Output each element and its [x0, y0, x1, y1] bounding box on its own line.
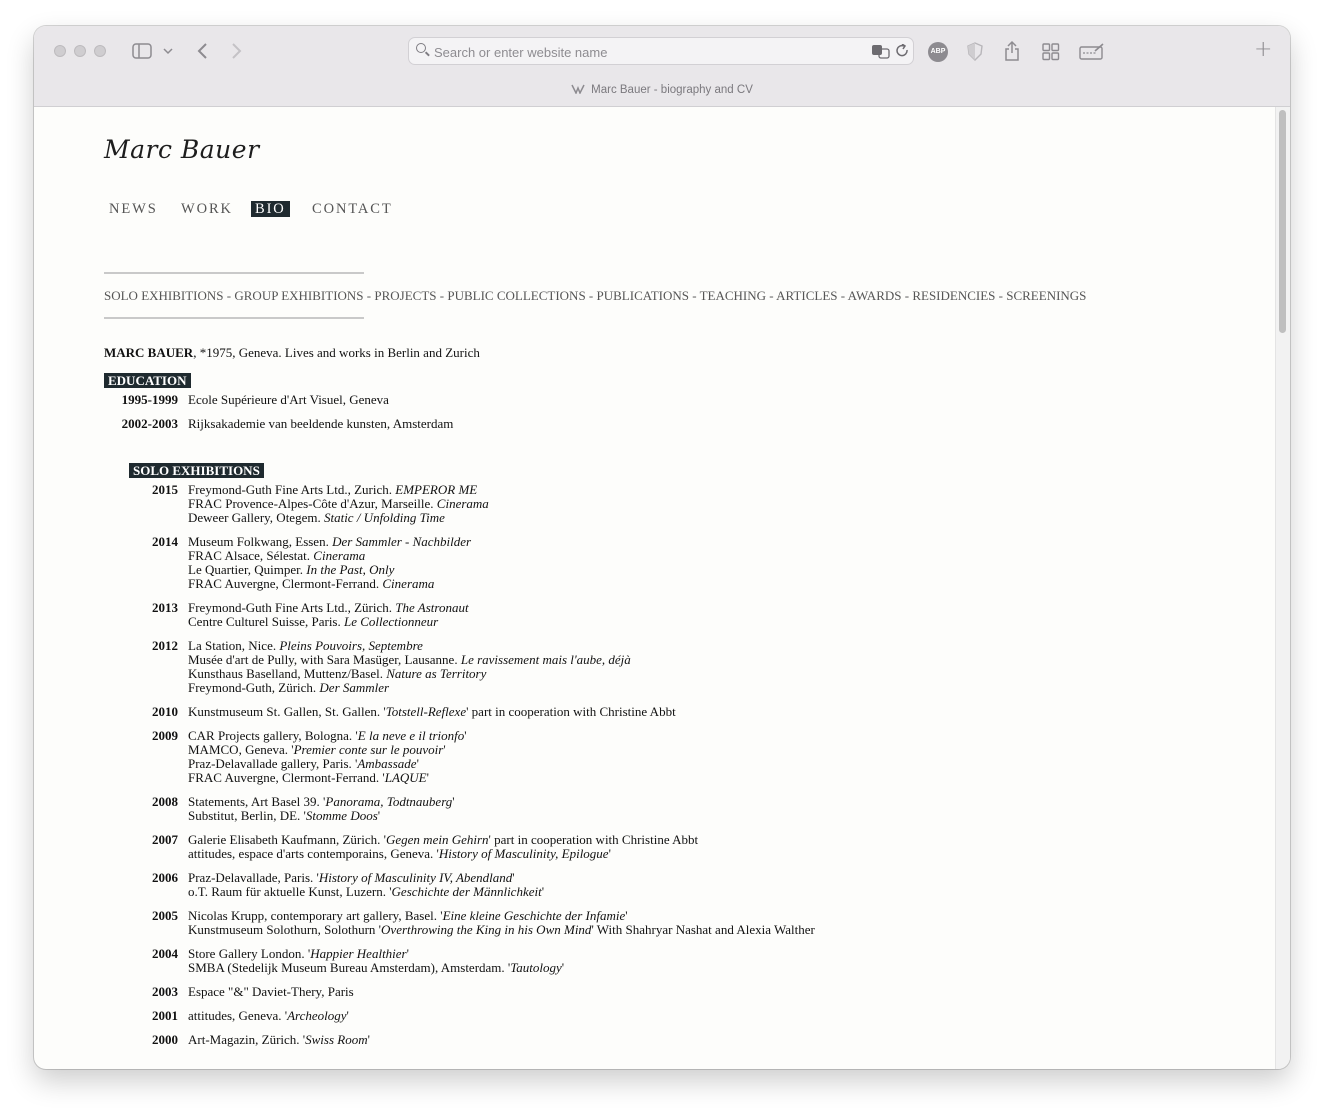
new-tab-icon[interactable]: + — [1254, 37, 1273, 62]
exhibition-title: Cinerama — [382, 576, 435, 591]
zoom-window-icon[interactable] — [94, 45, 106, 57]
exhibition-entry — [188, 885, 544, 899]
translate-icon[interactable] — [871, 43, 891, 59]
favicon-icon — [571, 84, 585, 94]
anchor-solo-exhibitions[interactable]: SOLO EXHIBITIONS — [104, 288, 224, 303]
exhibition-entry — [188, 705, 676, 719]
exhibition-entry — [188, 871, 515, 885]
chevron-down-icon[interactable] — [163, 47, 173, 55]
exhibition-title: Archeology — [287, 1008, 347, 1023]
exhibition-title: Eine kleine Geschichte der Infamie — [442, 908, 626, 923]
exhibition-title: Overthrowing the King in his Own Mind — [381, 922, 592, 937]
exhibition-venue: CAR Projects gallery, Bologna. ' — [188, 728, 358, 743]
anchor-screenings[interactable]: SCREENINGS — [1006, 288, 1087, 303]
exhibition-note: ' — [426, 770, 429, 785]
exhibition-entry — [188, 923, 815, 937]
exhibition-venue: Statements, Art Basel 39. ' — [188, 794, 326, 809]
anchor-separator: - — [688, 288, 700, 303]
anchor-separator: - — [585, 288, 597, 303]
exhibition-year: 2001 — [152, 1008, 178, 1023]
exhibition-note: ' — [443, 742, 446, 757]
exhibition-title: Ambassade — [357, 756, 417, 771]
exhibition-entry — [188, 1009, 349, 1023]
adblock-icon[interactable]: ABP — [928, 42, 948, 62]
exhibition-year: 2000 — [152, 1032, 178, 1047]
tab-title-text: Marc Bauer - biography and CV — [591, 84, 753, 96]
exhibition-venue: Freymond-Guth, Zürich. — [188, 680, 320, 695]
exhibition-year: 2005 — [152, 908, 178, 923]
exhibition-year: 2003 — [152, 984, 178, 999]
exhibition-entry — [188, 757, 419, 771]
exhibition-entry — [188, 615, 438, 629]
nav-bio[interactable]: BIO — [251, 201, 290, 217]
anchor-projects[interactable]: PROJECTS — [374, 288, 437, 303]
exhibition-venue: Museum Folkwang, Essen. — [188, 534, 333, 549]
artist-details: , *1975, Geneva. Lives and works in Berlin and Zurich — [193, 345, 480, 360]
exhibition-note: ' — [625, 908, 628, 923]
exhibition-venue: attitudes, espace d'arts contemporains, Geneva. ' — [188, 846, 439, 861]
exhibition-entry — [188, 961, 564, 975]
exhibition-year: 2013 — [152, 600, 178, 615]
forward-arrow-icon[interactable] — [231, 42, 243, 60]
scrollbar-thumb[interactable] — [1279, 110, 1286, 333]
nav-contact[interactable]: CONTACT — [312, 201, 393, 217]
exhibition-entry — [188, 535, 471, 549]
browser-toolbar — [34, 26, 1290, 107]
exhibition-note: ' part in cooperation with Christine Abbt — [488, 832, 699, 847]
exhibition-title: Static / Unfolding Time — [323, 510, 445, 525]
exhibition-entry — [188, 563, 394, 577]
vertical-scrollbar[interactable] — [1275, 107, 1290, 1069]
exhibition-venue: FRAC Alsace, Sélestat. — [188, 548, 314, 563]
exhibition-title: Happier Healthier — [310, 946, 407, 961]
share-icon[interactable] — [1004, 40, 1020, 62]
exhibition-entry — [188, 729, 467, 743]
exhibition-entry — [188, 653, 631, 667]
exhibition-venue: Kunstmuseum St. Gallen, St. Gallen. ' — [188, 704, 386, 719]
exhibition-entry — [188, 601, 469, 615]
exhibition-title: In the Past, Only — [306, 562, 395, 577]
exhibition-entry — [188, 743, 446, 757]
exhibition-year: 2015 — [152, 482, 178, 497]
reload-icon[interactable] — [896, 44, 910, 58]
exhibition-venue: Art-Magazin, Zürich. ' — [188, 1032, 306, 1047]
exhibition-title: LAQUE — [384, 770, 427, 785]
anchor-teaching[interactable]: TEACHING — [699, 288, 767, 303]
exhibition-note: ' — [608, 846, 611, 861]
anchor-separator: - — [995, 288, 1007, 303]
exhibition-note: ' — [541, 884, 545, 899]
anchor-awards[interactable]: AWARDS — [847, 288, 902, 303]
nav-work[interactable]: WORK — [181, 201, 233, 217]
anchor-public-collections[interactable]: PUBLIC COLLECTIONS — [447, 288, 586, 303]
exhibition-venue: Praz-Delavallade gallery, Paris. ' — [188, 756, 358, 771]
exhibition-title: Cinerama — [436, 496, 489, 511]
anchor-separator: - — [223, 288, 235, 303]
anchor-separator: - — [766, 288, 777, 303]
back-arrow-icon[interactable] — [196, 42, 208, 60]
search-icon — [416, 43, 426, 53]
exhibition-year: 2009 — [152, 728, 178, 743]
anchor-separator: - — [901, 288, 913, 303]
anchor-separator: - — [837, 288, 848, 303]
exhibition-entry — [188, 1033, 370, 1047]
exhibition-entry — [188, 667, 486, 681]
exhibition-entry — [188, 511, 445, 525]
exhibition-title: EMPEROR ME — [395, 482, 478, 497]
exhibition-entry — [188, 771, 429, 785]
education-heading: EDUCATION — [104, 373, 191, 388]
education-years: 1995-1999 — [121, 392, 178, 407]
exhibition-year: 2006 — [152, 870, 178, 885]
divider-bottom — [104, 317, 364, 319]
exhibition-venue: Centre Culturel Suisse, Paris. — [188, 614, 344, 629]
exhibition-title: Panorama, Todtnauberg — [325, 794, 453, 809]
exhibition-venue: La Station, Nice. — [188, 638, 280, 653]
exhibition-year: 2007 — [152, 832, 178, 847]
exhibition-venue: Le Quartier, Quimper. — [188, 562, 307, 577]
address-input[interactable] — [432, 41, 856, 63]
exhibition-entry — [188, 909, 628, 923]
exhibition-venue: Musée d'art de Pully, with Sara Masüger, Lausanne. — [188, 652, 461, 667]
exhibition-title: Geschichte der Männlichkeit — [391, 884, 542, 899]
exhibition-entry — [188, 639, 423, 653]
exhibition-title: Tautology — [510, 960, 562, 975]
exhibition-title: E la neve e il trionfo — [357, 728, 465, 743]
exhibition-note: ' — [346, 1008, 349, 1023]
exhibition-entry — [188, 947, 409, 961]
tab-overview-icon[interactable] — [1042, 43, 1060, 61]
exhibition-title: The Astronaut — [395, 600, 469, 615]
exhibition-venue: Store Gallery London. ' — [188, 946, 311, 961]
divider-top — [104, 272, 364, 274]
exhibition-venue: Nicolas Krupp, contemporary art gallery, Basel. ' — [188, 908, 443, 923]
exhibition-note: ' With Shahryar Nashat and Alexia Walther — [591, 922, 815, 937]
exhibition-entry — [188, 809, 380, 823]
education-entry: Rijksakademie van beeldende kunsten, Amsterdam — [188, 416, 454, 431]
exhibition-year: 2004 — [152, 946, 178, 961]
exhibition-venue: o.T. Raum für aktuelle Kunst, Luzern. ' — [188, 884, 392, 899]
education-entry: Ecole Supérieure d'Art Visuel, Geneva — [188, 392, 389, 407]
exhibition-entry — [188, 483, 477, 497]
exhibition-note: ' — [406, 946, 409, 961]
address-bar[interactable] — [408, 37, 914, 65]
exhibition-year: 2012 — [152, 638, 178, 653]
artist-name: MARC BAUER — [104, 345, 194, 360]
exhibition-entry — [188, 847, 611, 861]
shield-icon[interactable] — [967, 42, 983, 62]
exhibition-venue: SMBA (Stedelijk Museum Bureau Amsterdam), Amsterdam. ' — [188, 960, 511, 975]
anchor-separator: - — [436, 288, 448, 303]
exhibition-note: ' — [464, 728, 467, 743]
exhibition-title: Nature as Territory — [386, 666, 487, 681]
exhibition-entry — [188, 497, 489, 511]
exhibition-venue: Substitut, Berlin, DE. ' — [188, 808, 306, 823]
exhibition-note: ' — [561, 960, 565, 975]
exhibition-entry — [188, 681, 389, 695]
exhibition-venue: Espace "&" Daviet-Thery, Paris — [188, 984, 354, 999]
anchor-residencies[interactable]: RESIDENCIES — [912, 288, 996, 303]
exhibition-entry — [188, 833, 698, 847]
exhibition-note: ' — [452, 794, 455, 809]
tab-title[interactable] — [34, 84, 1290, 96]
exhibition-entry — [188, 549, 365, 563]
exhibition-title: Le ravissement mais l'aube, déjà — [460, 652, 631, 667]
exhibition-title: Pleins Pouvoirs, Septembre — [279, 638, 423, 653]
exhibition-venue: FRAC Auvergne, Clermont-Ferrand. ' — [188, 770, 385, 785]
exhibition-venue: MAMCO, Geneva. ' — [188, 742, 294, 757]
anchor-group-exhibitions[interactable]: GROUP EXHIBITIONS — [234, 288, 364, 303]
exhibition-venue: FRAC Provence-Alpes-Côte d'Azur, Marseille. — [188, 496, 437, 511]
exhibition-title: Le Collectionneur — [344, 614, 439, 629]
exhibition-venue: Deweer Gallery, Otegem. — [188, 510, 324, 525]
exhibition-title: Totstell-Reflexe — [385, 704, 467, 719]
exhibition-entry — [188, 795, 455, 809]
exhibition-entry — [188, 985, 354, 999]
anchor-articles[interactable]: ARTICLES — [776, 288, 838, 303]
exhibition-venue: Freymond-Guth Fine Arts Ltd., Zürich. — [188, 600, 396, 615]
exhibition-title: History of Masculinity, Epilogue — [438, 846, 609, 861]
exhibition-venue: attitudes, Geneva. ' — [188, 1008, 288, 1023]
exhibition-venue: Kunsthaus Baselland, Muttenz/Basel. — [188, 666, 387, 681]
exhibition-venue: Praz-Delavallade, Paris. ' — [188, 870, 319, 885]
site-logo[interactable]: Marc Bauer — [104, 135, 260, 164]
extension-icon[interactable] — [1079, 43, 1105, 61]
exhibition-title: Premier conte sur le pouvoir — [293, 742, 444, 757]
exhibition-note: ' — [512, 870, 515, 885]
exhibition-note: ' part in cooperation with Christine Abbt — [466, 704, 676, 719]
close-window-icon[interactable] — [54, 45, 66, 57]
exhibition-venue: Kunstmuseum Solothurn, Solothurn ' — [188, 922, 382, 937]
exhibition-note: ' — [367, 1032, 370, 1047]
exhibition-title: Gegen mein Gehirn — [386, 832, 489, 847]
nav-news[interactable]: NEWS — [109, 201, 158, 217]
exhibition-year: 2008 — [152, 794, 178, 809]
exhibition-year: 2014 — [152, 534, 178, 549]
exhibition-title: Cinerama — [313, 548, 366, 563]
exhibition-entry — [188, 577, 434, 591]
exhibition-venue: Galerie Elisabeth Kaufmann, Zürich. ' — [188, 832, 386, 847]
sidebar-toggle-icon[interactable] — [132, 43, 152, 59]
solo-exhibitions-heading: SOLO EXHIBITIONS — [129, 463, 264, 478]
bio-intro — [104, 345, 480, 361]
exhibition-title: Stomme Doos — [305, 808, 378, 823]
exhibition-title: History of Masculinity IV, Abendland — [318, 870, 513, 885]
exhibition-title: Der Sammler - Nachbilder — [332, 534, 472, 549]
exhibition-title: Der Sammler — [319, 680, 390, 695]
minimize-window-icon[interactable] — [74, 45, 86, 57]
exhibition-venue: FRAC Auvergne, Clermont-Ferrand. — [188, 576, 383, 591]
exhibition-venue: Freymond-Guth Fine Arts Ltd., Zurich. — [188, 482, 396, 497]
exhibition-note: ' — [416, 756, 419, 771]
exhibition-year: 2010 — [152, 704, 178, 719]
anchor-publications[interactable]: PUBLICATIONS — [596, 288, 689, 303]
browser-window — [34, 26, 1290, 1069]
page-content — [34, 107, 1276, 1069]
exhibition-title: Swiss Room — [305, 1032, 368, 1047]
section-anchors — [104, 288, 1086, 304]
anchor-separator: - — [363, 288, 375, 303]
education-years: 2002-2003 — [121, 416, 178, 431]
exhibition-note: ' — [377, 808, 381, 823]
